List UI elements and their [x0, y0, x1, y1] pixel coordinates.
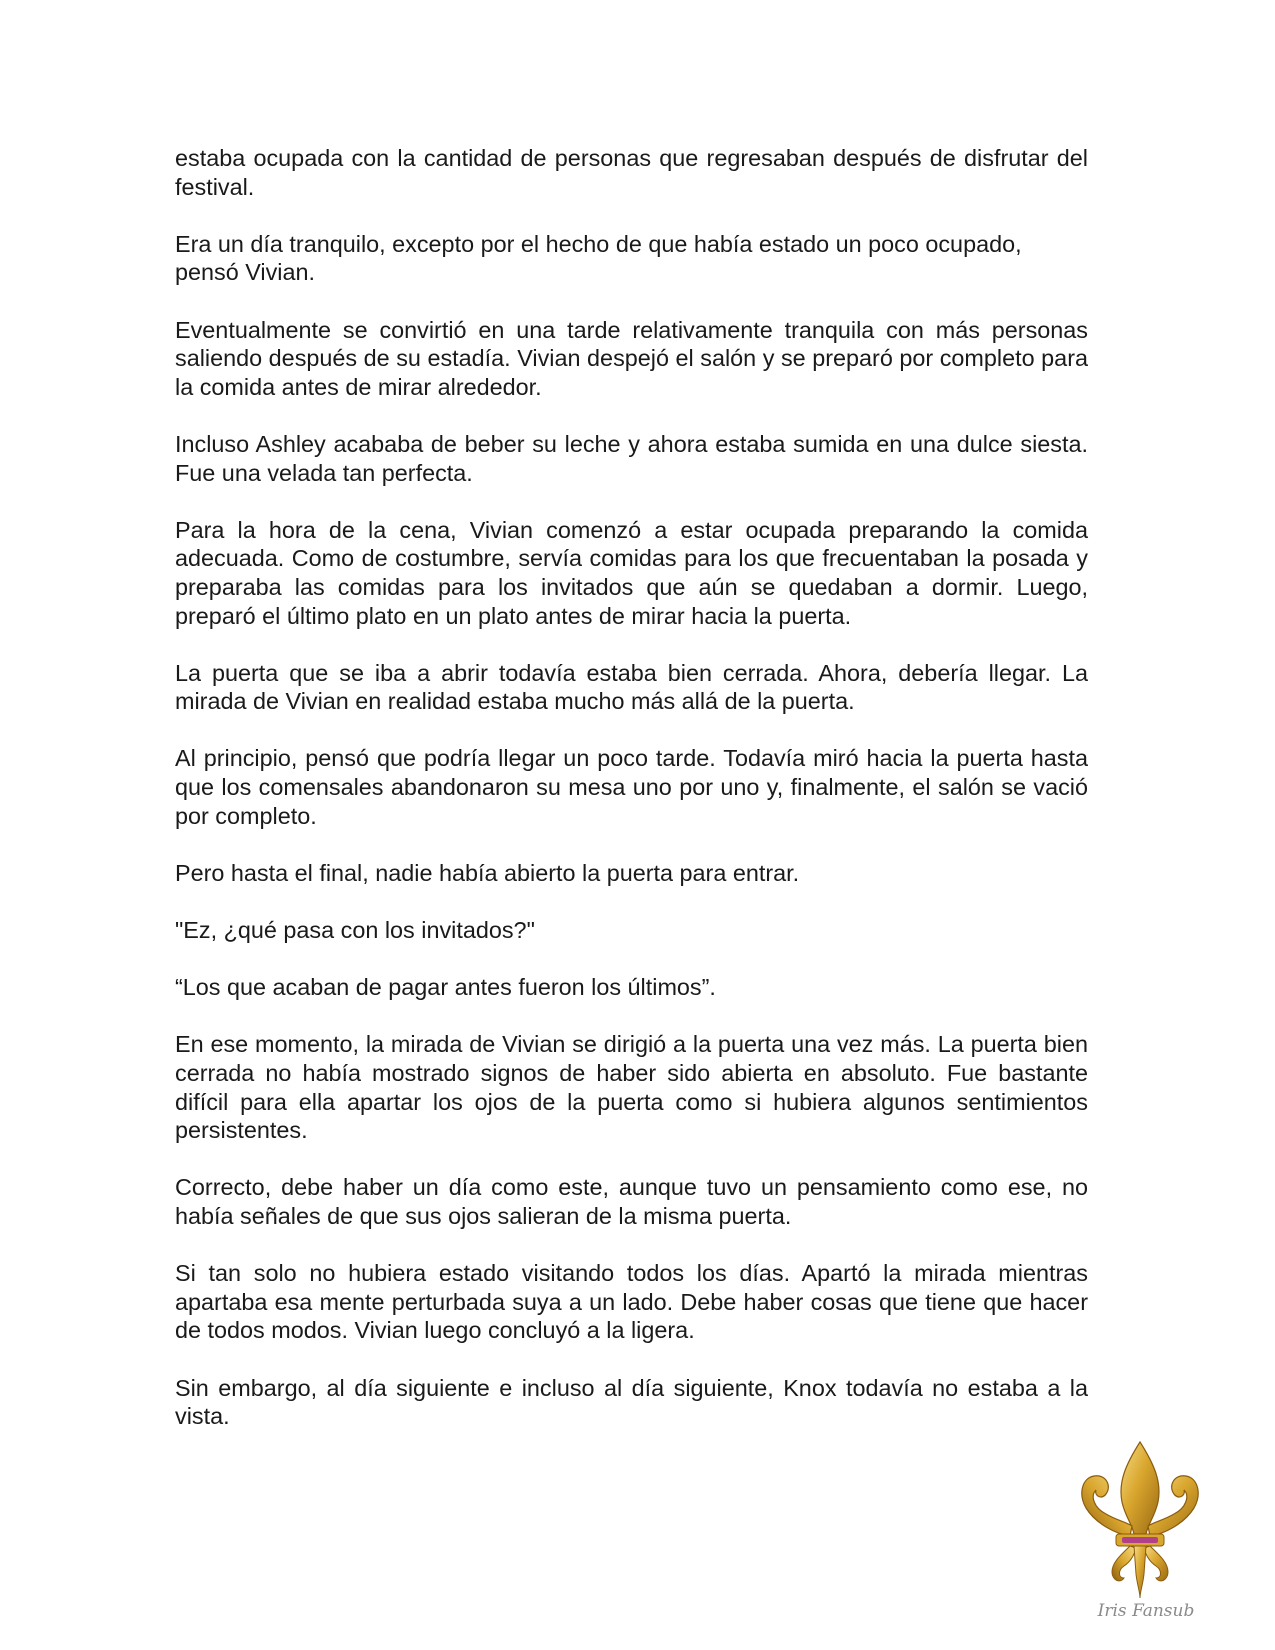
paragraph-14: Sin embargo, al día siguiente e incluso al día siguiente, Knox todavía no estaba a la vista.: [175, 1374, 1088, 1430]
paragraph-10: “Los que acaban de pagar antes fueron los últimos”.: [175, 974, 716, 1001]
fleur-de-lis-icon: [1072, 1438, 1208, 1603]
document-body: [175, 144, 1088, 1459]
paragraph-4: Incluso Ashley acababa de beber su leche y ahora estaba sumida en una dulce siesta. Fue una velada tan perfecta.: [175, 430, 1088, 486]
paragraph-11: En ese momento, la mirada de Vivian se dirigió a la puerta una vez más. La puerta bien cerrada no había mostrado signos de haber sido abierta en absoluto. Fue bastante difícil para ella apartar los ojos de la puerta como si hubiera algunos sentimientos persistentes.: [175, 1031, 1088, 1144]
paragraph-1: estaba ocupada con la cantidad de personas que regresaban después de disfrutar del festival.: [175, 145, 1088, 200]
paragraph-6: La puerta que se iba a abrir todavía estaba bien cerrada. Ahora, debería llegar. La mirada de Vivian en realidad estaba mucho más allá de la puerta.: [175, 659, 1088, 715]
paragraph-3: Eventualmente se convirtió en una tarde relativamente tranquila con más personas saliendo después de su estadía. Vivian despejó el salón y se preparó por completo para la comida antes de mirar alrededor.: [175, 316, 1088, 400]
fansub-logo: [1072, 1438, 1208, 1634]
paragraph-8: Pero hasta el final, nadie había abierto la puerta para entrar.: [175, 859, 800, 886]
paragraph-13: Si tan solo no hubiera estado visitando todos los días. Apartó la mirada mientras apartaba esa mente perturbada suya a un lado. Debe haber cosas que tiene que hacer de todos modos. Vivian luego concluyó a la ligera.: [175, 1260, 1088, 1344]
logo-signature: Iris Fansub: [1097, 1601, 1195, 1621]
paragraph-9: "Ez, ¿qué pasa con los invitados?": [175, 917, 535, 944]
paragraph-5: Para la hora de la cena, Vivian comenzó a estar ocupada preparando la comida adecuada. Como de costumbre, servía comidas para los que frecuentaban la posada y preparaba las comidas para los invitados que aún se quedaban a dormir. Luego, preparó el último plato en un plato antes de mirar hacia la puerta.: [175, 516, 1088, 629]
paragraph-7: Al principio, pensó que podría llegar un poco tarde. Todavía miró hacia la puerta hasta que los comensales abandonaron su mesa uno por uno y, finalmente, el salón se vació por completo.: [175, 745, 1088, 829]
paragraph-12: Correcto, debe haber un día como este, aunque tuvo un pensamiento como ese, no había señales de que sus ojos salieran de la misma puerta.: [175, 1174, 1088, 1229]
paragraph-2: Era un día tranquilo, excepto por el hecho de que había estado un poco ocupado, pensó Vivian.: [175, 230, 1022, 286]
